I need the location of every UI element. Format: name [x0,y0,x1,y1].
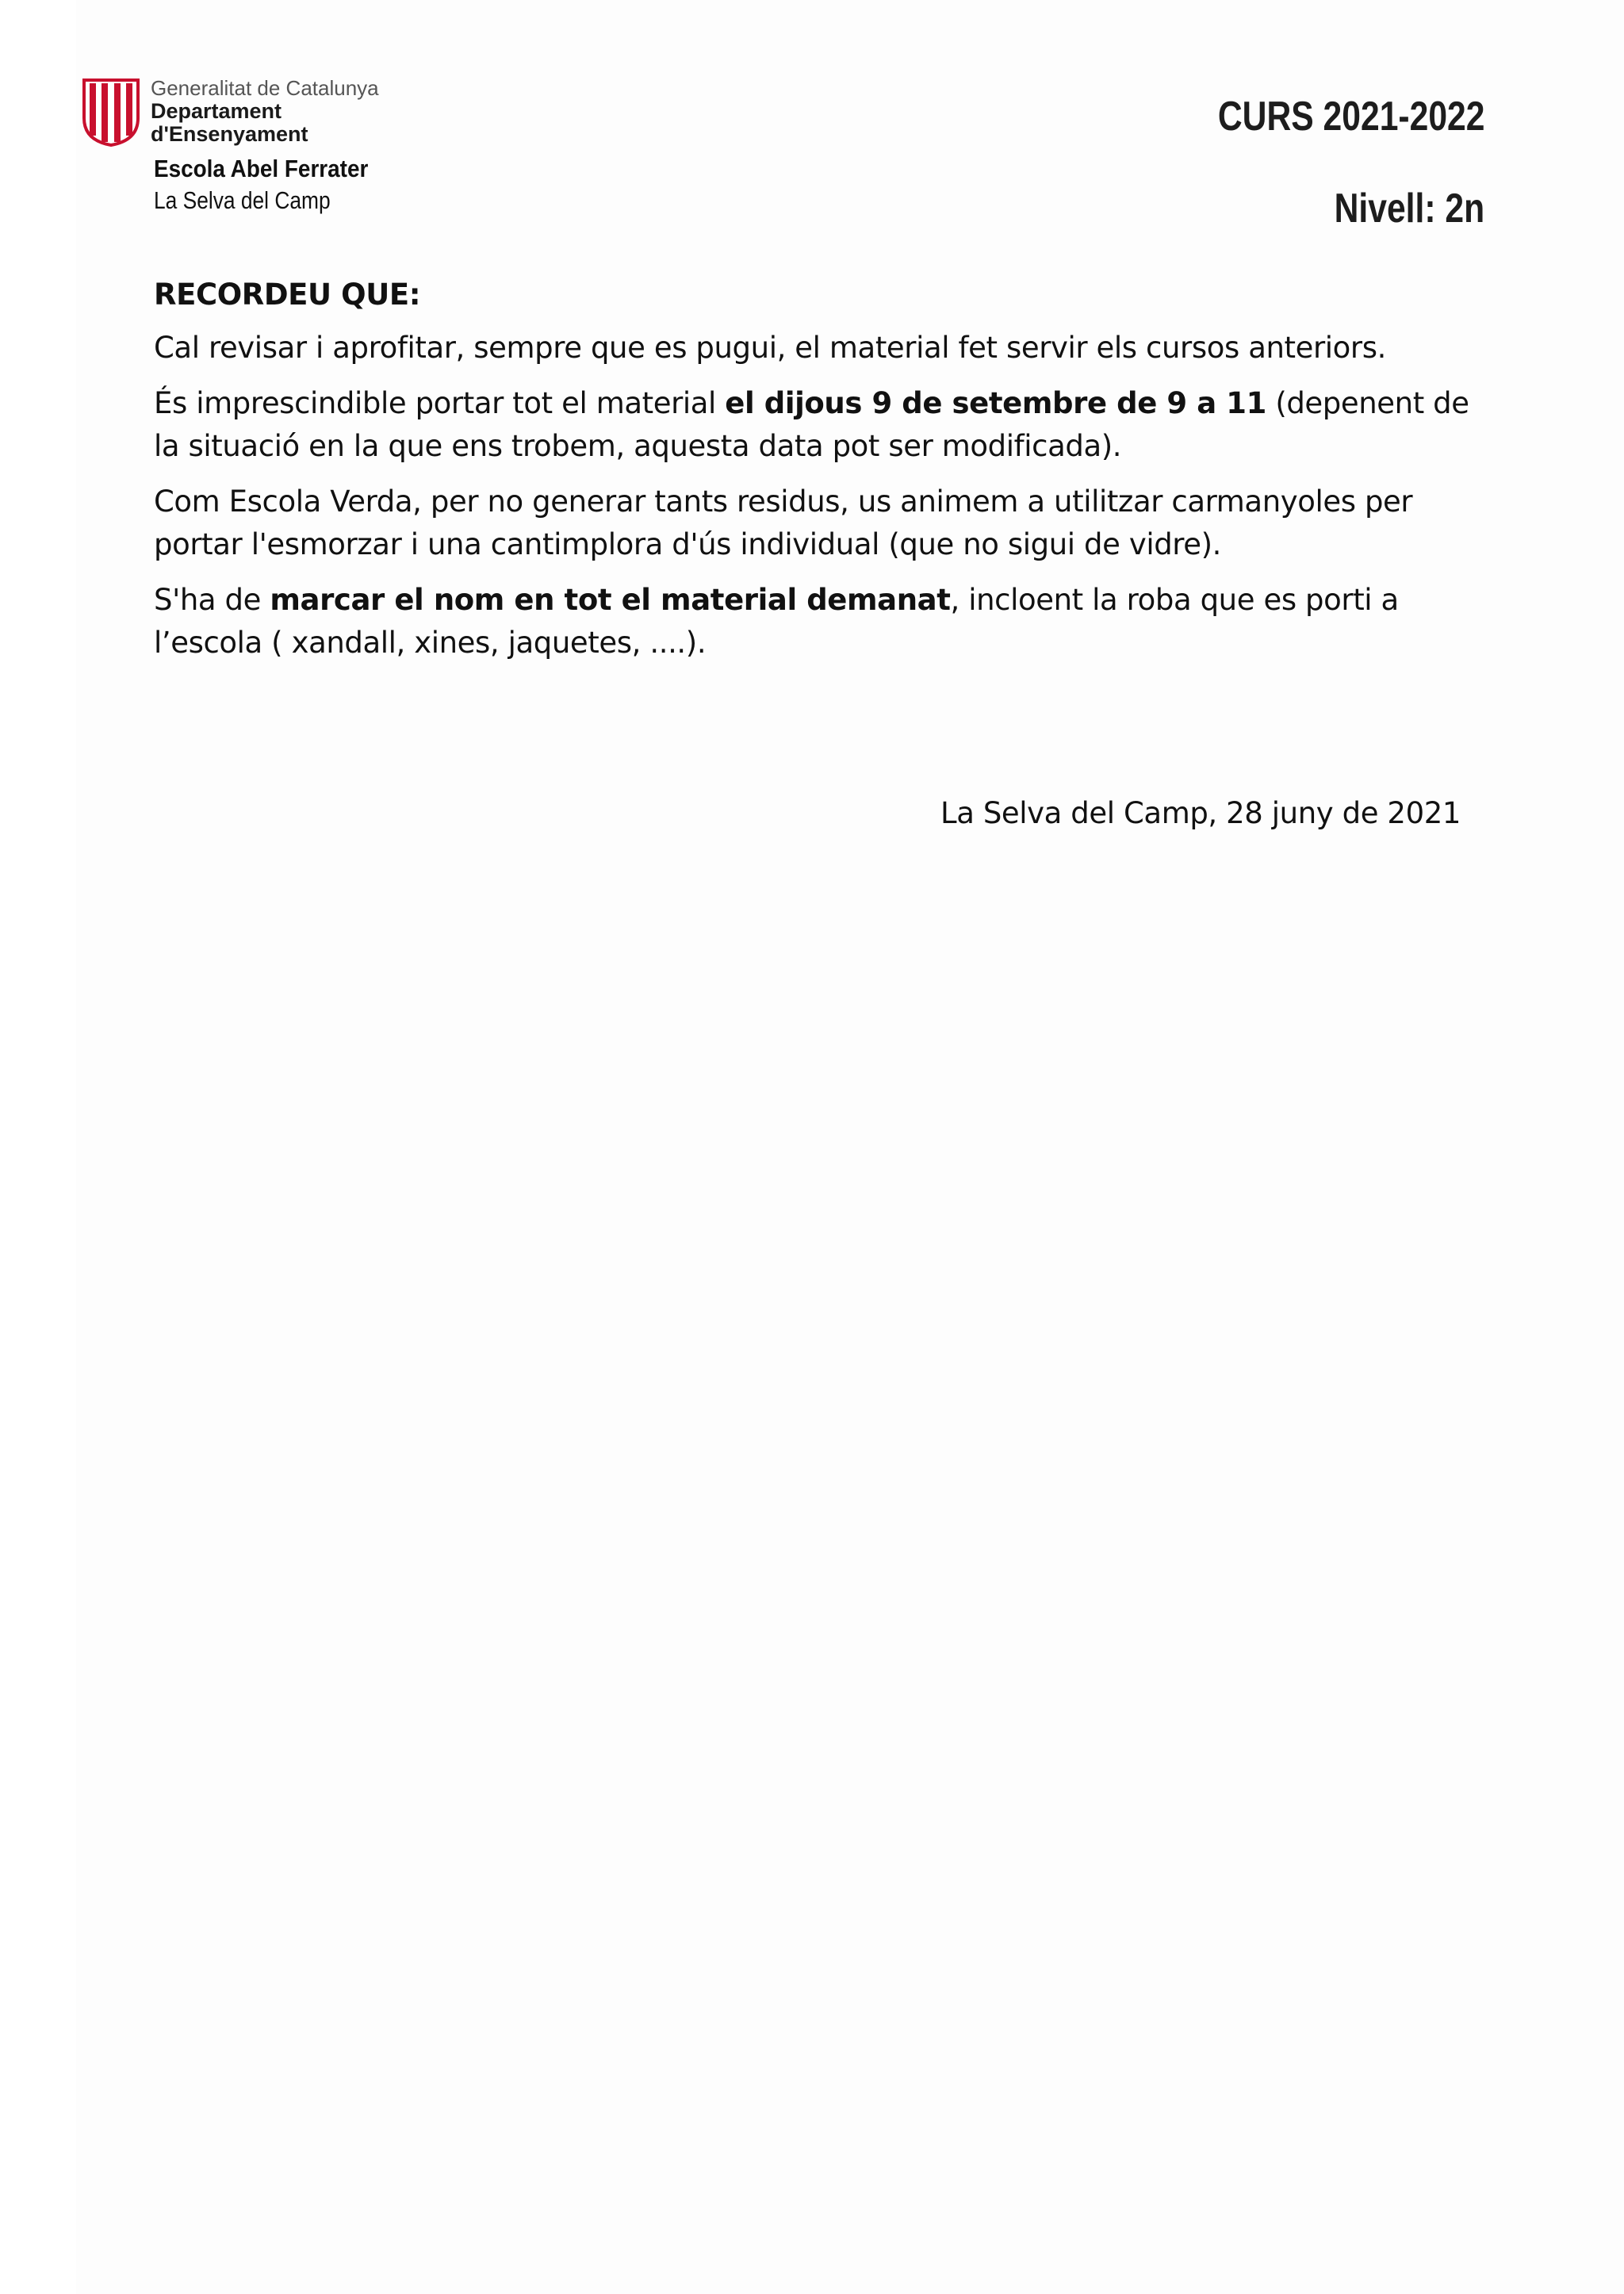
logo-line-departament: Departament [151,99,282,123]
school-town: La Selva del Camp [154,186,331,214]
paragraph-delivery-date [154,382,1486,468]
logo-text [151,77,379,146]
paragraph-reuse-material: Cal revisar i aprofitar, sempre que es pugui, el material fet servir els cursos anteriors. [154,331,1386,365]
text-segment: És imprescindible portar tot el material [154,386,726,420]
logo-line-ensenyament: d'Ensenyament [151,122,308,146]
label-material-emphasis: marcar el nom en tot el material demanat [270,583,951,617]
text-segment: , incloent la roba que es porti a l’escola ( xandall, xines, jaquetes, ....). [154,583,1399,660]
senyera-emblem-icon [79,77,143,147]
delivery-date-emphasis: el dijous 9 de setembre de 9 a 11 [725,386,1266,420]
notice-body [154,274,1486,677]
text-segment: (depenent de la situació en la que ens trobem, aquesta data pot ser modificada). [154,386,1469,463]
school-name: Escola Abel Ferrater [154,155,369,182]
logo-line-generalitat: Generalitat de Catalunya [151,76,379,100]
generalitat-logo [79,77,396,150]
course-year: CURS 2021-2022 [1217,94,1484,140]
course-level: Nivell: 2n [1334,186,1484,232]
text-segment: S'ha de [154,583,270,617]
paragraph-green-school: Com Escola Verda, per no generar tants residus, us animem a utilitzar carmanyoles per portar l'esmorzar i una cantimplora d'ús individual (que no sigui de vidre). [154,484,1413,561]
paragraph-label-material [154,579,1486,664]
page-margin [0,0,76,2294]
place-and-date: La Selva del Camp, 28 juny de 2021 [940,796,1461,830]
notice-heading: RECORDEU QUE: [154,278,421,312]
